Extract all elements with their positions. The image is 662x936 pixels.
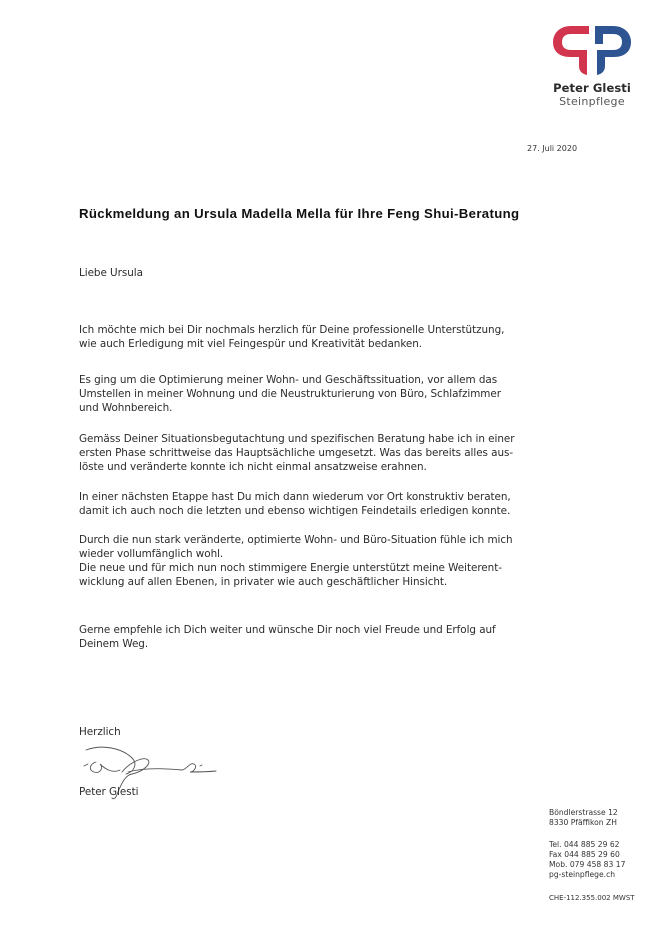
address-line: Böndlerstrasse 12	[549, 808, 618, 817]
paragraph-line: damit ich auch noch die letzten und ebenso wichtigen Feindetails erledigen konnte.	[79, 505, 511, 517]
footer-contact	[549, 840, 625, 880]
paragraph-6	[79, 623, 496, 651]
letter-subject: Rückmeldung an Ursula Madella Mella für Ihre Feng Shui-Beratung	[79, 206, 520, 221]
website: pg-steinpflege.ch	[549, 870, 616, 879]
paragraph-line: ersten Phase schrittweise das Hauptsächliche umgesetzt. Was das bereits alles aus-	[79, 447, 514, 459]
paragraph-3	[79, 432, 514, 474]
paragraph-line: wicklung auf allen Ebenen, in privater wie auch geschäftlicher Hinsicht.	[79, 576, 448, 588]
gp-monogram-icon	[549, 22, 635, 78]
closing: Herzlich	[79, 726, 121, 738]
paragraph-line: wieder vollumfänglich wohl.	[79, 548, 224, 560]
paragraph-line: Ich möchte mich bei Dir nochmals herzlich für Deine professionelle Unterstützung,	[79, 324, 505, 336]
footer-address	[549, 808, 618, 828]
paragraph-2	[79, 373, 501, 415]
paragraph-line: Gemäss Deiner Situationsbegutachtung und spezifischen Beratung habe ich in einer	[79, 433, 515, 445]
paragraph-4	[79, 490, 511, 518]
paragraph-line: und Wohnbereich.	[79, 402, 173, 414]
salutation: Liebe Ursula	[79, 267, 143, 279]
mobile-number: Mob. 079 458 83 17	[549, 860, 626, 869]
company-name: Peter Glesti	[553, 81, 631, 95]
company-logo	[540, 22, 644, 108]
signer-name: Peter Glesti	[79, 786, 139, 798]
paragraph-line: Die neue und für mich nun noch stimmigere Energie unterstützt meine Weiterent-	[79, 562, 502, 574]
phone-number: Tel. 044 885 29 62	[549, 840, 620, 849]
paragraph-5	[79, 533, 513, 589]
logo-right-mark	[595, 26, 631, 75]
fax-number: Fax 044 885 29 60	[549, 850, 620, 859]
paragraph-line: Umstellen in meiner Wohnung und die Neustrukturierung von Büro, Schlafzimmer	[79, 388, 501, 400]
paragraph-1	[79, 323, 504, 351]
paragraph-line: In einer nächsten Etappe hast Du mich dann wiederum vor Ort konstruktiv beraten,	[79, 491, 511, 503]
paragraph-line: Deinem Weg.	[79, 638, 149, 650]
paragraph-line: wie auch Erledigung mit viel Feingespür und Kreativität bedanken.	[79, 338, 423, 350]
paragraph-line: Es ging um die Optimierung meiner Wohn- und Geschäftssituation, vor allem das	[79, 374, 498, 386]
paragraph-line: Durch die nun stark veränderte, optimierte Wohn- und Büro-Situation fühle ich mich	[79, 534, 513, 546]
logo-left-mark	[553, 26, 589, 75]
paragraph-line: Gerne empfehle ich Dich weiter und wünsche Dir noch viel Freude und Erfolg auf	[79, 624, 496, 636]
paragraph-line: löste und veränderte konnte ich nicht einmal ansatzweise erahnen.	[79, 461, 427, 473]
vat-number: CHE-112.355.002 MWST	[549, 894, 635, 902]
company-subtitle: Steinpflege	[559, 95, 625, 108]
letter-date: 27. Juli 2020	[527, 144, 578, 153]
address-line: 8330 Pfäffikon ZH	[549, 818, 617, 827]
